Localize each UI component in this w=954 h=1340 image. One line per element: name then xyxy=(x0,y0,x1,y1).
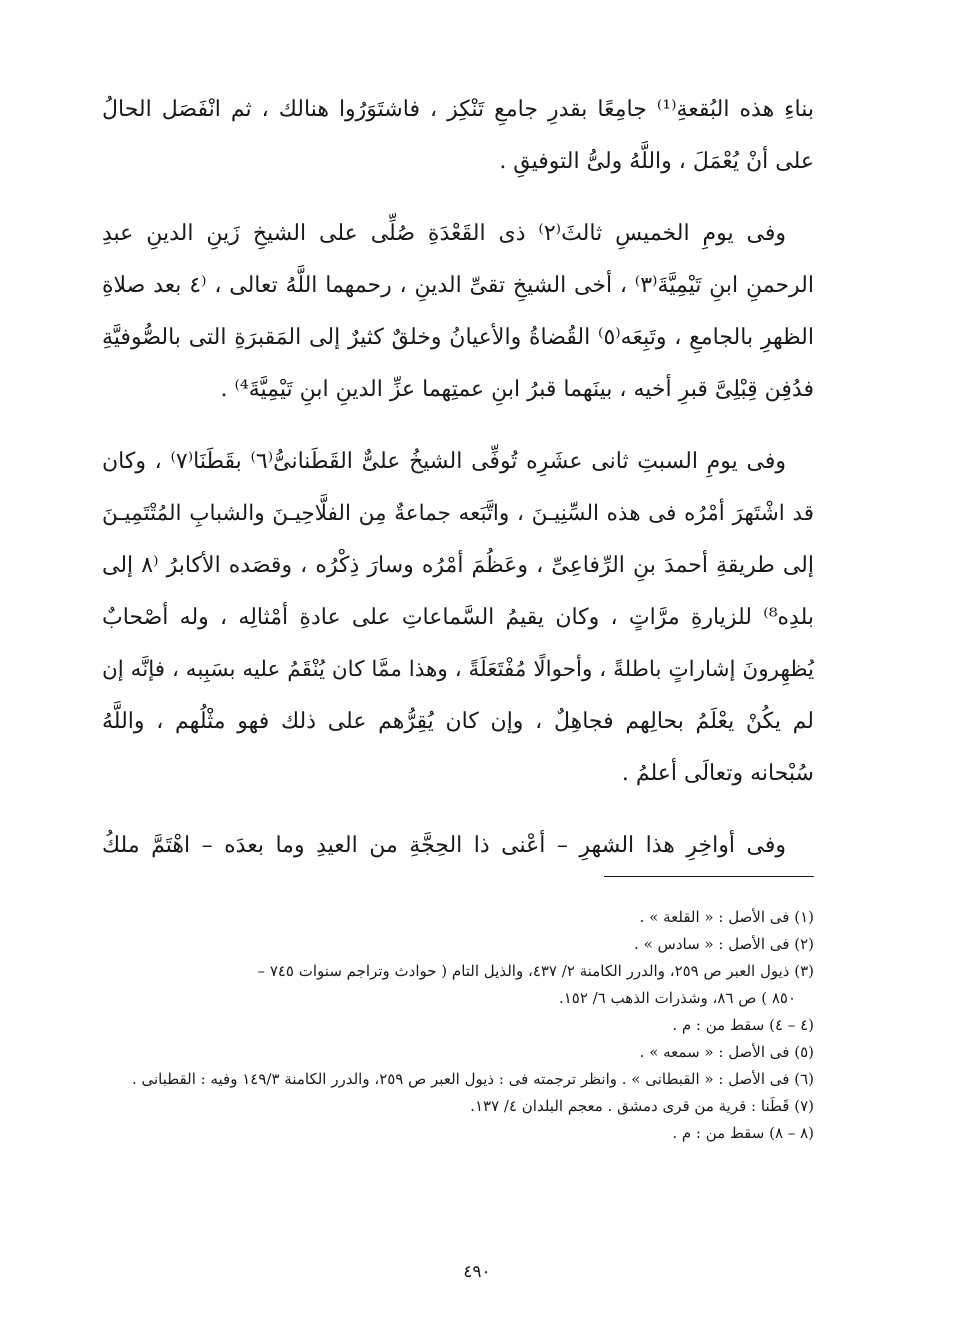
footnote-continuation: ٨٥٠ ) ص ٨٦، وشذرات الذهب ٦/ ١٥٢. xyxy=(558,989,796,1007)
paragraph-4 xyxy=(102,820,814,872)
footnote: (٣) ذيول العبر ص ٢٥٩، والدرر الكامنة ٢/ ٤٣٧، والذيل التام ( حوادث وتراجم سنوات ٧٤٥ – xyxy=(257,962,814,980)
footnote: (٤ – ٤) سقط من : م . xyxy=(672,1016,814,1034)
text-line: سُبْحانه وتعالَى أعلمُ . xyxy=(621,761,814,786)
text-line: وفى يومِ السبتِ ثانى عشَرِه تُوفِّى الشيخُ علىٌّ القَطَنانىُّ⁽٦⁾ بقَطَنَا⁽٧⁾ ، وكان xyxy=(102,449,786,474)
page-number: ٤٩٠ xyxy=(463,1262,491,1282)
text-line: الرحمنِ ابنِ تَيْمِيَّةَ⁽٣⁾ ، أخى الشيخِ تقىِّ الدينِ ، رحمهما اللَّهُ تعالى ، ⁽٤ بعد صلاةِ xyxy=(102,273,814,298)
text-line: الظهرِ بالجامعِ ، وتَبِعَه⁽٥⁾ القُضاةُ والأعيانُ وخلقٌ كثيرٌ إلى المَقبرَةِ التى بالصُّوفيَّةِ xyxy=(102,325,814,350)
footnote: (٧) قَطَنا : قرية من قرى دمشق . معجم البلدان ٤/ ١٣٧. xyxy=(470,1097,814,1115)
text-line: وفى يومِ الخميسِ ثالثَ⁽٢⁾ ذى القَعْدَةِ صُلِّى على الشيخِ زَينِ الدينِ عبدِ xyxy=(102,221,786,246)
footnote-divider xyxy=(604,876,814,877)
text-line: بناءِ هذه البُقعةِ⁽¹⁾ جامِعًا بقدرِ جامعِ تَنْكِز ، فاشتَوَرُوا هنالك ، ثم انْفَصَل الحالُ xyxy=(102,97,814,122)
footnote: (٢) فى الأصل : « سادس » . xyxy=(634,935,814,953)
text-line: فدُفِن قِبْلِىَّ قبرِ أخيه ، بينَهما قبرُ ابنِ عمتِهما عزِّ الدينِ ابنِ تَيْمِيَّةَ⁴⁾ . xyxy=(220,377,814,402)
text-line: يُظهِرونَ إشاراتٍ باطلةً ، وأحوالًا مُفْتَعَلَةً ، وهذا ممَّا كان يُنْقَمُ عليه بسَبِبه ، فإنَّه إن xyxy=(102,657,814,682)
text-line: وفى أواخِرِ هذا الشهرِ – أعْنى ذا الحِجَّةِ من العيدِ وما بعدَه – اهْتَمَّ ملكُ xyxy=(102,833,786,858)
footnote: (١) فى الأصل : « القلعة » . xyxy=(639,908,814,926)
text-line: إلى طريقةِ أحمدَ بنِ الرِّفاعِىِّ ، وعَظُمَ أمْرُه وسارَ ذِكْرُه ، وقصَده الأكابرُ ⁽٨ إلى xyxy=(102,553,814,578)
footnote: (٥) فى الأصل : « سمعه » . xyxy=(639,1043,814,1061)
text-line: بلدِه⁸⁾ للزيارةِ مرَّاتٍ ، وكان يقيمُ السَّماعاتِ على عادةِ أمْثالِه ، وله أصْحابٌ xyxy=(102,605,814,630)
paragraph-2 xyxy=(102,208,814,416)
text-line: قد اشْتَهرَ أمْرُه فى هذه السِّنِيـنَ ، واتَّبَعه جماعةٌ مِن الفلَّاحِيـنَ والشبابِ المُتْتَمِيـنَ xyxy=(102,501,814,526)
footnotes xyxy=(102,904,814,1147)
footnote: (٦) فى الأصل : « القبطانى » . وانظر ترجمته فى : ذيول العبر ص ٢٥٩، والدرر الكامنة ١٤٩/٣ وفيه : القطبانى . xyxy=(131,1070,814,1088)
paragraph-3 xyxy=(102,436,814,800)
main-text xyxy=(102,84,814,872)
text-line: على أنْ يُعْمَلَ ، واللَّهُ ولىُّ التوفيقِ . xyxy=(499,149,814,174)
footnote: (٨ – ٨) سقط من : م . xyxy=(672,1124,814,1142)
paragraph-1 xyxy=(102,84,814,188)
text-line: لم يكُنْ يعْلَمُ بحالِهم فجاهِلٌ ، وإن كان يُقِرُّهم على ذلك فهو مثْلُهم ، واللَّهُ xyxy=(102,709,814,734)
